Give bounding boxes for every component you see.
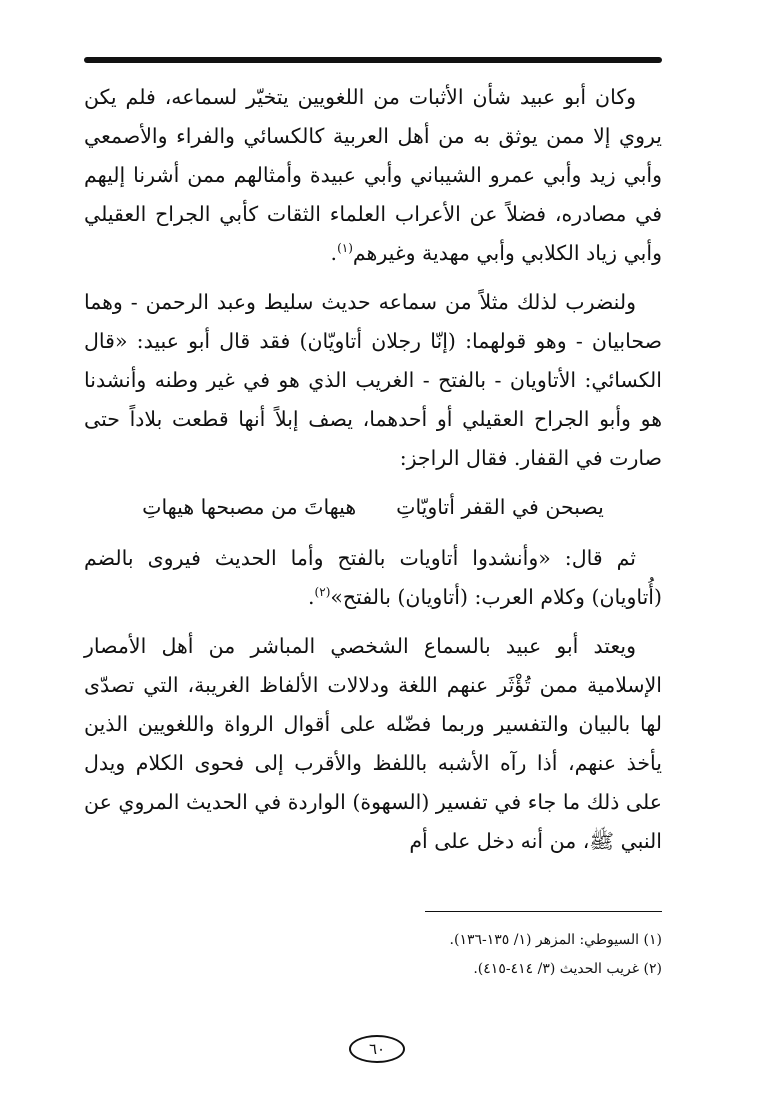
footnotes <box>84 926 662 984</box>
verse-first-hemistich: يصبحن في القفر أتاويّاتِ <box>396 495 604 519</box>
poetry-verse <box>84 488 662 527</box>
paragraph-2: ولنضرب لذلك مثلاً من سماعه حديث سليط وعبد الرحمن - وهما صحابيان - وهو قولهما: (إنّا رجلان أتاويّان) فقد قال أبو عبيد: «قال الكسائي: الأتاويان - بالفتح - الغريب الذي هو في غير وطنه وأنشدنا هو وأبو الجراح العقيلي أو أحدهما، يصف إبلاً أنها قطعت بلاداً حتى صارت في القفار. فقال الراجز: <box>84 290 662 470</box>
paragraph-3: ثم قال: «وأنشدوا أتاويات بالفتح وأما الحديث فيروى بالضم (أُتاويان) وكلام العرب: (أتاويان) بالفتح»$^{(٢)}$. <box>84 546 662 609</box>
footnote-1: (١) السيوطي: المزهر (١/ ١٣٥-١٣٦). <box>449 932 662 948</box>
body-text <box>84 78 662 861</box>
page-number <box>349 1035 405 1063</box>
header-rule <box>84 57 662 63</box>
footnote-2: (٢) غريب الحديث (٣/ ٤١٤-٤١٥). <box>473 961 662 977</box>
page-number-label: ٦٠ <box>368 1040 386 1058</box>
footnote-ref-1: (١) <box>337 241 353 256</box>
paragraph-1: وكان أبو عبيد شأن الأثبات من اللغويين يتخيّر لسماعه، فلم يكن يروي إلا ممن يوثق به من أهل العربية كالكسائي والفراء والأصمعي وأبي زيد وأبي عمرو الشيباني وأبي عبيدة وأمثالهم ممن أشرنا إليهم في مصادره، فضلاً عن الأعراب العلماء الثقات كأبي الجراح العقيلي وأبي زياد الكلابي وأبي مهدية وغيرهم$^{(١)}$. <box>84 85 662 265</box>
footnote-ref-2: (٢) <box>314 585 331 600</box>
footnote-separator <box>425 911 662 912</box>
paragraph-4: ويعتد أبو عبيد بالسماع الشخصي المباشر من أهل الأمصار الإسلامية ممن تُؤْثَر عنهم اللغة ودلالات الألفاظ الغريبة، التي تصدّى لها بالبيان والتفسير وربما فضّله على أقوال الرواة واللغويين الذين يأخذ عنهم، أذا رآه الأشبه باللفظ والأقرب إلى فحوى الكلام ويدل على ذلك ما جاء في تفسير (السهوة) الواردة في الحديث المروي عن النبي ﷺ، من أنه دخل على أم <box>84 634 662 853</box>
verse-second-hemistich: هيهاتَ من مصبحها هيهاتِ <box>142 495 357 519</box>
